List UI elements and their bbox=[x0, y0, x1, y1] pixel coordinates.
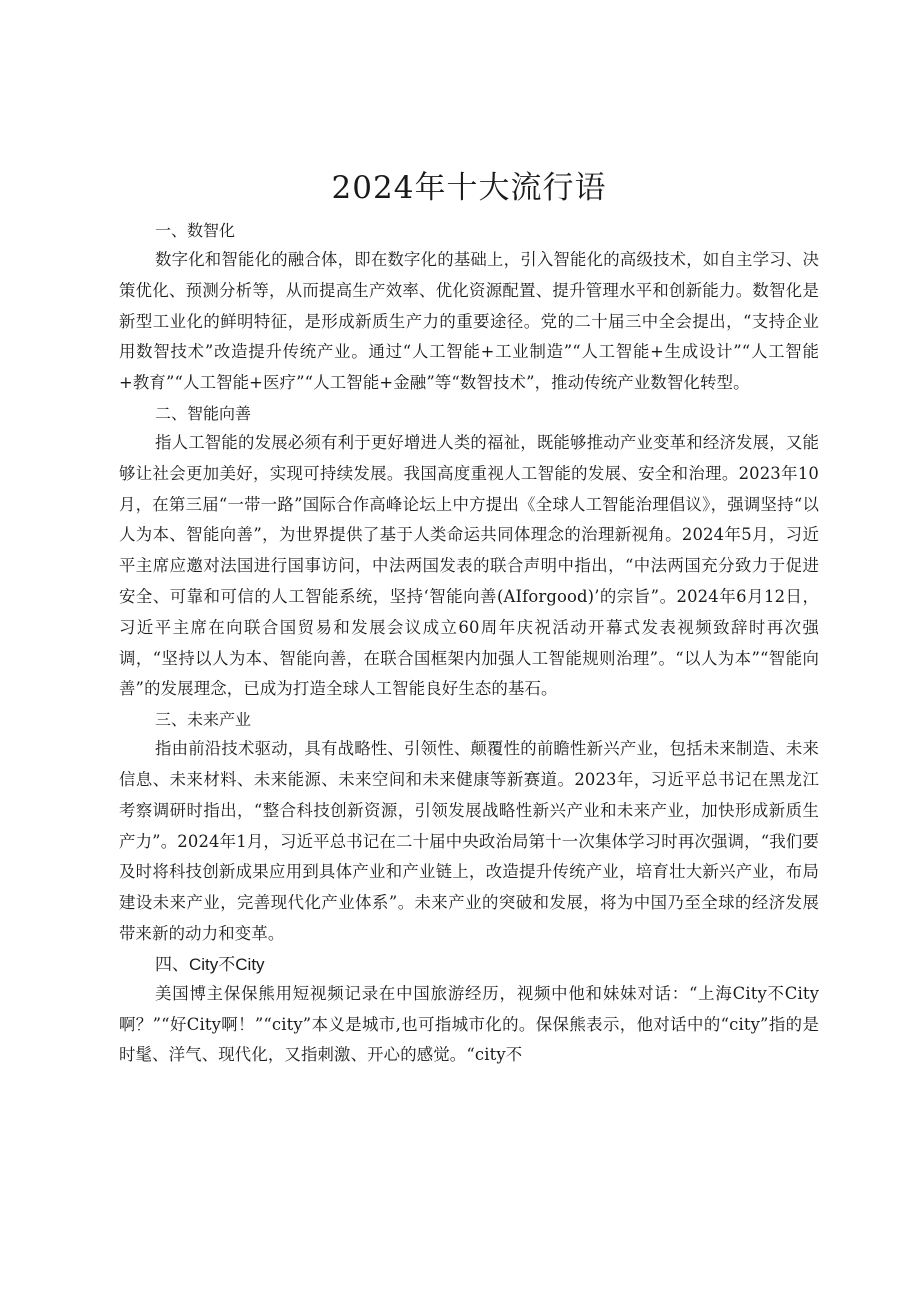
section-body: 美国博主保保熊用短视频记录在中国旅游经历，视频中他和妹妹对话：“上海City不City啊？”“好City啊！”“city”本义是城市,也可指城市化的。保保熊表示，他对话中的“city”指的是时髦、洋气、现代化，又指刺激、开心的感觉。“city不 bbox=[119, 983, 819, 1065]
section-body: 指由前沿技术驱动，具有战略性、引领性、颠覆性的前瞻性新兴产业，包括未来制造、未来信息、未来材料、未来能源、未来空间和未来健康等新赛道。2023年，习近平总书记在黑龙江考察调研时指出，“整合科技创新资源，引领发展战略性新兴产业和未来产业，加快形成新质生产力”。2024年1月，习近平总书记在二十届中央政治局第十一次集体学习时再次强调，“我们要及时将科技创新成果应用到具体产业和产业链上，改造提升传统产业，培育壮大新兴产业，布局建设未来产业，完善现代化产业体系”。未来产业的突破和发展，将为中国乃至全球的经济发展带来新的动力和变革。 bbox=[119, 739, 819, 943]
section-4 bbox=[119, 950, 819, 1071]
section-2 bbox=[119, 399, 819, 705]
section-heading: 三、未来产业 bbox=[155, 710, 252, 730]
section-3 bbox=[119, 705, 819, 950]
section-heading: 四、City不City bbox=[155, 954, 265, 974]
section-body: 数字化和智能化的融合体，即在数字化的基础上，引入智能化的高级技术，如自主学习、决策优化、预测分析等，从而提高生产效率、优化资源配置、提升管理水平和创新能力。数智化是新型工业化的鲜明特征，是形成新质生产力的重要途径。党的二十届三中全会提出，“支持企业用数智技术”改造提升传统产业。通过“人工智能+工业制造”“人工智能+生成设计”“人工智能+教育”“人工智能+医疗”“人工智能+金融”等“数智技术”，推动传统产业数智化转型。 bbox=[119, 250, 819, 393]
section-body: 指人工智能的发展必须有利于更好增进人类的福祉，既能够推动产业变革和经济发展，又能够让社会更加美好，实现可持续发展。我国高度重视人工智能的发展、安全和治理。2023年10月，在第三届“一带一路”国际合作高峰论坛上中方提出《全球人工智能治理倡议》，强调坚持“以人为本、智能向善”，为世界提供了基于人类命运共同体理念的治理新视角。2024年5月，习近平主席应邀对法国进行国事访问，中法两国发表的联合声明中指出，“中法两国充分致力于促进安全、可靠和可信的人工智能系统，坚持‘智能向善(AIforgood)’的宗旨”。2024年6月12日，习近平主席在向联合国贸易和发展会议成立60周年庆祝活动开幕式发表视频致辞时再次强调，“坚持以人为本、智能向善，在联合国框架内加强人工智能规则治理”。“以人为本”“智能向善”的发展理念，已成为打造全球人工智能良好生态的基石。 bbox=[119, 432, 819, 699]
section-heading: 二、智能向善 bbox=[155, 403, 252, 423]
section-heading: 一、数智化 bbox=[155, 221, 236, 240]
document-page bbox=[119, 168, 819, 1071]
section-1 bbox=[119, 216, 819, 399]
document-title: 2024年十大流行语 bbox=[331, 170, 607, 206]
